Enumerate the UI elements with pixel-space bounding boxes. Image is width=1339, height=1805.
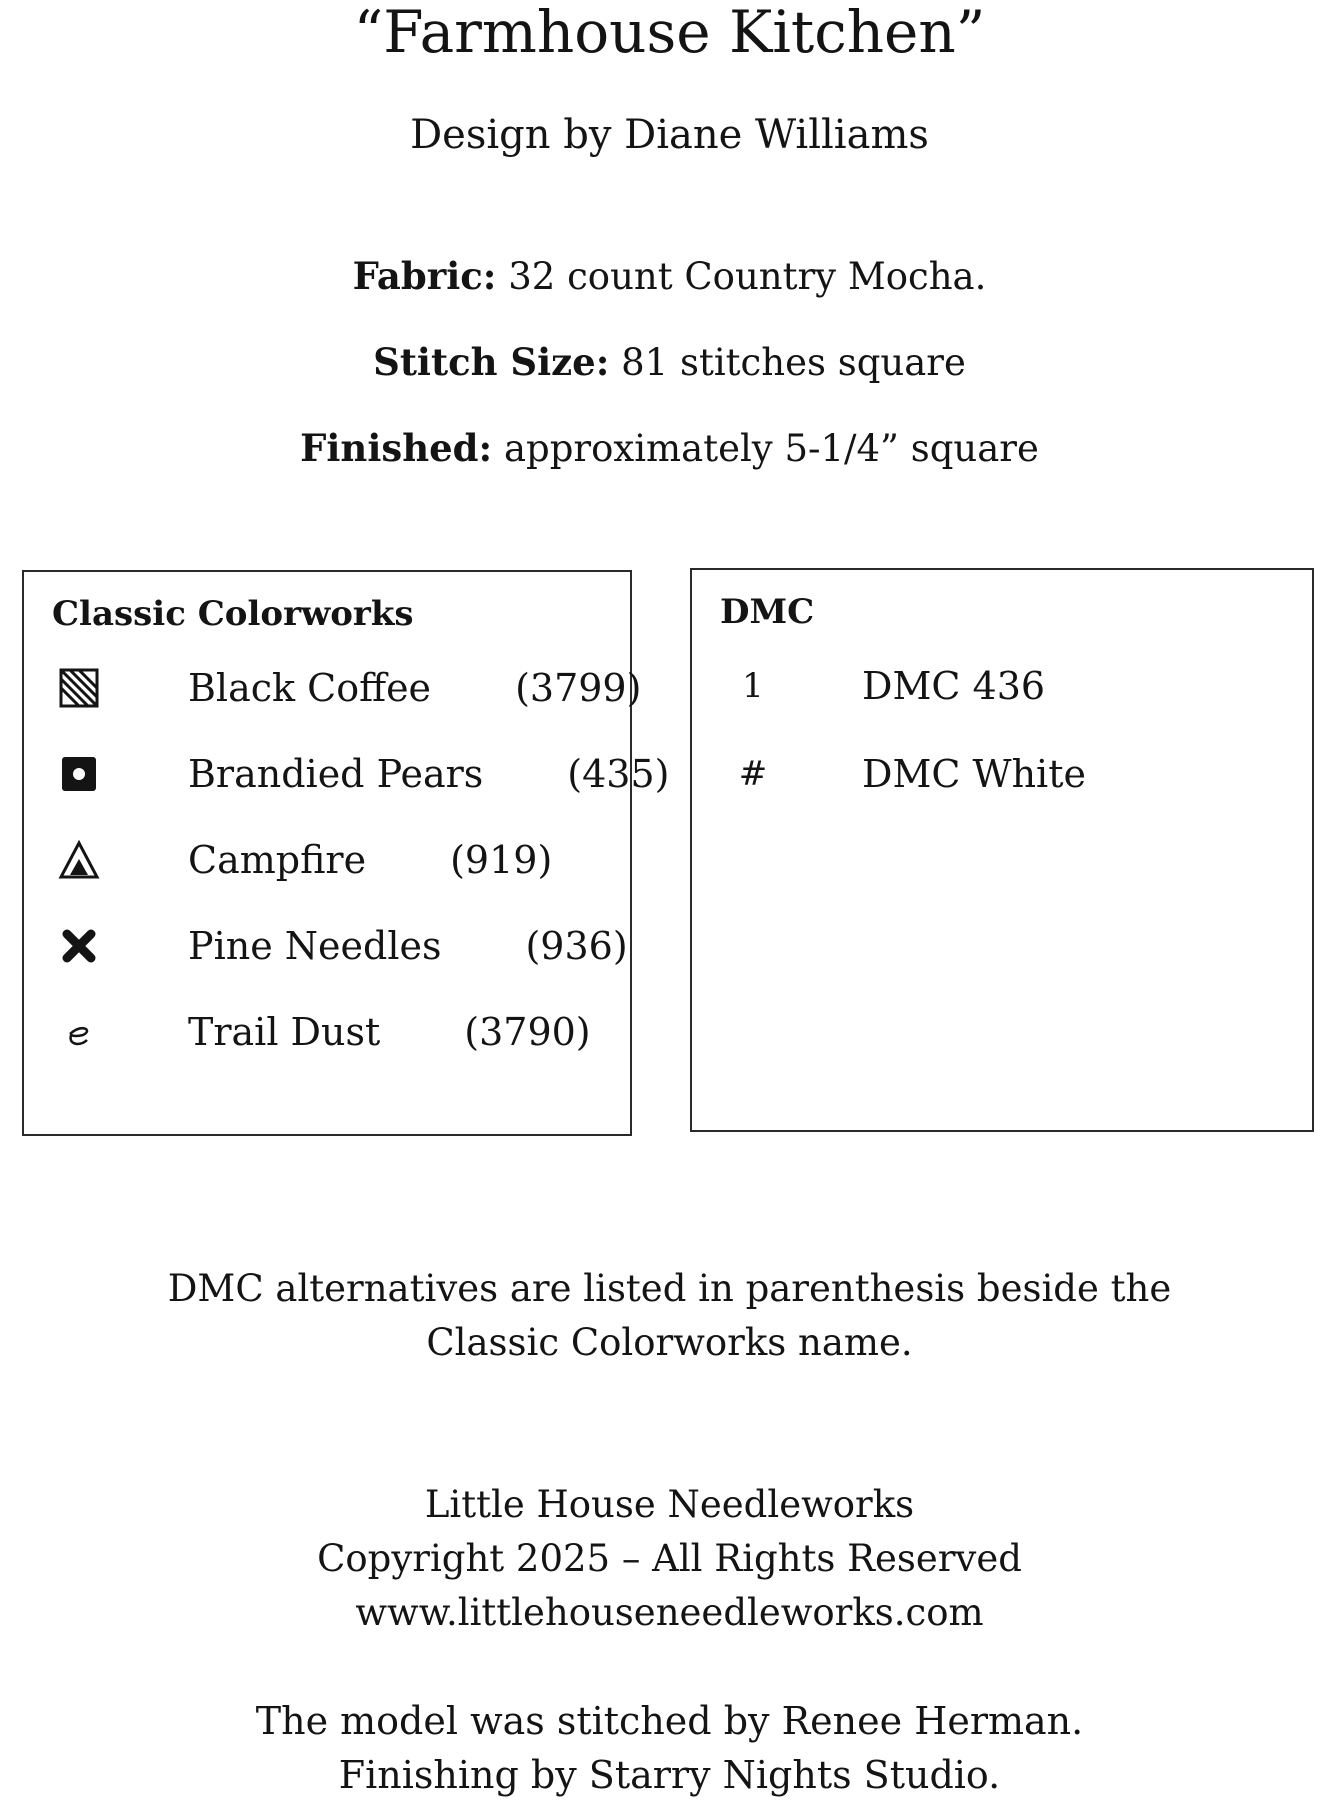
stitch-size-value: 81 stitches square	[609, 341, 966, 384]
thread-name: Trail Dust	[188, 1010, 381, 1054]
thread-dmc-alt: (3799)	[515, 666, 642, 710]
thread-name: DMC White	[862, 752, 1086, 796]
fabric-spec	[0, 254, 1339, 299]
hatched-square-icon	[54, 664, 104, 712]
website: www.littlehouseneedleworks.com	[355, 1591, 984, 1634]
thread-dmc-alt: (919)	[450, 838, 553, 882]
thread-row	[728, 750, 1086, 798]
classic-colorworks-key	[22, 570, 670, 1136]
fabric-label: Fabric:	[352, 254, 497, 298]
thread-dmc-alt: (936)	[525, 924, 628, 968]
dmc-header: DMC	[720, 592, 815, 632]
letter-e-icon	[54, 1008, 104, 1056]
hash-symbol: #	[738, 754, 768, 794]
fabric-value: 32 count Country Mocha.	[496, 255, 987, 298]
note-line: Classic Colorworks name.	[426, 1321, 913, 1364]
page-title: “Farmhouse Kitchen”	[353, 0, 986, 66]
note-line: DMC alternatives are listed in parenthesis beside the	[167, 1267, 1172, 1310]
thread-row	[728, 662, 1045, 710]
triangle-icon	[54, 836, 104, 884]
filled-square-dot-icon	[54, 750, 104, 798]
classic-colorworks-header: Classic Colorworks	[52, 594, 414, 634]
finishing-credit: Finishing by Starry Nights Studio.	[338, 1753, 1001, 1797]
dmc-alternatives-note	[0, 1262, 1339, 1370]
number-one-symbol: 1	[742, 666, 764, 706]
thread-row	[54, 750, 669, 798]
thread-name: DMC 436	[862, 664, 1046, 708]
thread-name: Pine Needles	[188, 924, 442, 968]
finished-label: Finished:	[300, 426, 493, 470]
company-name: Little House Needleworks	[424, 1483, 915, 1526]
stitch-size-label: Stitch Size:	[373, 340, 610, 384]
designer-credit: Design by Diane Williams	[410, 112, 929, 158]
thread-row	[54, 1008, 591, 1056]
thread-name: Brandied Pears	[188, 752, 484, 796]
finished-size-spec	[0, 426, 1339, 471]
thread-name: Black Coffee	[188, 666, 432, 710]
stitching-credits	[0, 1694, 1339, 1802]
copyright: Copyright 2025 – All Rights Reserved	[317, 1537, 1022, 1580]
thread-name: Campfire	[188, 838, 367, 882]
company-info	[0, 1478, 1339, 1640]
finished-value: approximately 5-1/4” square	[492, 427, 1039, 470]
thread-row	[54, 922, 628, 970]
thread-row	[54, 664, 641, 712]
thread-row	[54, 836, 552, 884]
thread-dmc-alt: (435)	[567, 752, 670, 796]
bold-x-icon	[54, 922, 104, 970]
model-credit: The model was stitched by Renee Herman.	[255, 1699, 1084, 1743]
thread-dmc-alt: (3790)	[464, 1010, 591, 1054]
dmc-key	[690, 568, 1314, 1132]
stitch-size-spec	[0, 340, 1339, 385]
